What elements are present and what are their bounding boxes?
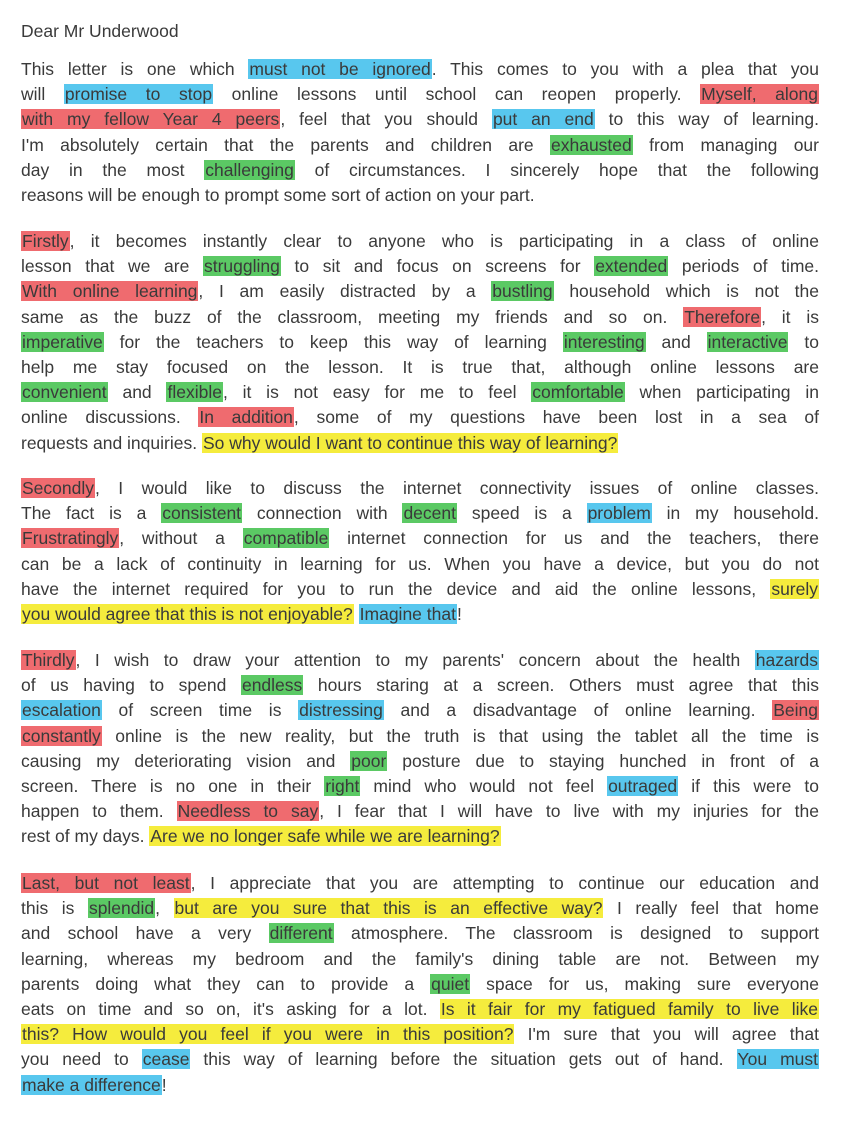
highlight-red: Being: [773, 700, 818, 721]
text-run: speed is a: [457, 503, 587, 524]
highlight-green: splendid: [88, 898, 155, 919]
text-run: atmosphere. The classroom is designed to support: [333, 923, 819, 944]
text-run: , I appreciate that you are attempting to continue our education and: [190, 873, 819, 893]
paragraph-firstly: [21, 229, 819, 456]
highlight-green: imperative: [22, 331, 103, 352]
text-run: if this were to: [678, 776, 819, 797]
text-line: [21, 405, 819, 430]
text-run: causing my deteriorating vision and: [21, 750, 351, 771]
text-run: household which is not the: [553, 281, 819, 302]
text-run: internet connection for us and the teachers, there: [329, 528, 819, 549]
text-run: from managing our: [632, 134, 819, 155]
text-line: [21, 577, 819, 602]
text-line: [21, 1047, 819, 1072]
highlight-red: With online learning: [22, 281, 198, 302]
text-line: [21, 254, 819, 279]
text-run: , I would like to discuss the internet connectivity issues of online classes.: [95, 478, 819, 498]
salutation: Dear Mr Underwood: [21, 21, 179, 41]
highlight-blue: put an end: [492, 109, 594, 130]
highlight-green: compatible: [243, 528, 329, 549]
text-line: [21, 602, 819, 627]
text-run: same as the buzz of the classroom, meeting my friends and so on.: [21, 306, 684, 327]
highlight-blue: problem: [587, 503, 651, 524]
text-run: of circumstances. I sincerely hope that the following: [294, 159, 819, 180]
highlight-blue: hazards: [755, 650, 818, 670]
text-line: [21, 552, 819, 577]
text-run: , it is: [761, 306, 819, 327]
text-line: [21, 1073, 819, 1098]
highlight-yellow: Are we no longer safe while we are learning?: [150, 826, 500, 847]
text-line: [21, 380, 819, 405]
text-run: , I wish to draw your attention to my parents' concern about the health: [75, 650, 755, 670]
text-line: [21, 896, 819, 921]
highlight-yellow: Is it fair for my fatigued family to live like: [440, 999, 818, 1020]
paragraph-intro: [21, 57, 819, 208]
highlight-yellow: you would agree that this is not enjoyable?: [22, 604, 353, 625]
text-line: [21, 972, 819, 997]
highlight-red: Needless to say: [177, 801, 319, 822]
highlight-green: quiet: [431, 973, 470, 994]
highlight-green: struggling: [203, 256, 280, 277]
text-line: [21, 1022, 819, 1047]
text-run: , some of my questions have been lost in a sea of: [293, 407, 819, 428]
text-run: to this way of learning.: [594, 109, 820, 130]
text-run: , it becomes instantly clear to anyone who is participating in a class of online: [69, 231, 819, 251]
highlight-yellow: but are you sure that this is an effective way?: [174, 898, 603, 919]
text-line: [21, 947, 819, 972]
text-run: [354, 604, 359, 624]
text-line: [21, 279, 819, 304]
highlight-blue: distressing: [299, 700, 383, 721]
text-run: online discussions.: [21, 407, 199, 428]
highlight-red: Therefore: [684, 306, 761, 327]
text-line: [21, 724, 819, 749]
highlight-green: endless: [241, 675, 303, 696]
text-line: [21, 698, 819, 723]
highlight-green: poor: [351, 750, 387, 771]
text-line: [21, 824, 819, 849]
text-line: [21, 673, 819, 698]
text-run: space for us, making sure everyone: [470, 973, 819, 994]
paragraph-thirdly: [21, 648, 819, 850]
text-line: [21, 921, 819, 946]
text-run: . This comes to you with a plea that you: [431, 59, 820, 79]
text-run: day in the most: [21, 159, 205, 180]
text-run: I really feel that home: [603, 898, 819, 919]
text-run: I'm absolutely certain that the parents and children are: [21, 134, 550, 155]
highlight-yellow: So why would I want to continue this way of learning?: [202, 432, 618, 453]
highlight-green: decent: [403, 503, 456, 524]
highlight-green: convenient: [22, 382, 107, 403]
text-run: periods of time.: [668, 256, 820, 277]
text-run: mind who would not feel: [360, 776, 608, 797]
text-line: [21, 133, 819, 158]
text-run: can be a lack of continuity in learning for us. When you have a device, but you do not: [21, 553, 819, 574]
highlight-red: constantly: [22, 725, 101, 746]
text-run: happen to them.: [21, 801, 177, 822]
highlight-red: Firstly: [22, 231, 69, 251]
text-run: !: [161, 1074, 167, 1095]
text-line: [21, 229, 819, 254]
highlight-red: Secondly: [22, 478, 94, 498]
highlight-red: Thirdly: [22, 650, 75, 670]
paragraph-secondly: [21, 476, 819, 627]
text-line: [21, 57, 819, 82]
highlight-green: extended: [595, 256, 668, 277]
highlight-green: bustling: [492, 281, 553, 302]
text-run: reasons will be enough to prompt some sort of action on your part.: [21, 185, 535, 206]
highlight-red: Last, but not least: [22, 873, 190, 893]
text-run: online is the new reality, but the truth is that using the tablet all the time is: [101, 725, 819, 746]
highlight-red: In addition: [199, 407, 293, 428]
text-run: ,: [155, 898, 174, 919]
text-run: rest of my days.: [21, 826, 150, 847]
highlight-red: Frustratingly: [22, 528, 119, 549]
highlight-blue: promise to stop: [64, 84, 213, 105]
highlight-green: interesting: [563, 331, 645, 352]
text-run: to sit and focus on screens for: [280, 256, 595, 277]
text-line: [21, 501, 819, 526]
highlight-red: Myself, along: [701, 84, 819, 105]
text-line: [21, 749, 819, 774]
text-line: [21, 158, 819, 183]
text-run: parents doing what they can to provide a: [21, 973, 431, 994]
text-run: have the internet required for you to run the device and aid the online lessons,: [21, 578, 771, 599]
highlight-yellow: this? How would you feel if you were in this position?: [22, 1024, 514, 1045]
highlight-green: challenging: [205, 159, 294, 180]
text-run: eats on time and so on, it's asking for a lot.: [21, 999, 440, 1020]
text-run: This letter is one which: [21, 59, 249, 79]
text-line: [21, 82, 819, 107]
text-run: lesson that we are: [21, 256, 203, 277]
text-line: [21, 431, 819, 456]
text-line: [21, 774, 819, 799]
text-run: and a disadvantage of online learning.: [383, 700, 773, 721]
text-line: [21, 526, 819, 551]
text-run: for the teachers to keep this way of learning: [103, 331, 563, 352]
text-line: [21, 997, 819, 1022]
highlight-green: different: [269, 923, 333, 944]
text-run: to: [788, 331, 819, 352]
text-line: [21, 183, 819, 208]
text-line: [21, 871, 819, 896]
text-run: , I am easily distracted by a: [198, 281, 492, 302]
text-run: The fact is a: [21, 503, 162, 524]
text-run: I'm sure that you will agree that: [514, 1024, 819, 1045]
text-run: in my household.: [651, 503, 820, 524]
highlight-blue: escalation: [22, 700, 101, 721]
highlight-green: exhausted: [551, 134, 632, 155]
text-run: , without a: [119, 528, 243, 549]
highlight-blue: Imagine that: [359, 604, 456, 625]
highlight-green: interactive: [707, 331, 788, 352]
highlight-blue: cease: [142, 1049, 190, 1070]
highlight-yellow: surely: [771, 578, 818, 599]
text-run: you need to: [21, 1049, 142, 1070]
highlight-blue: must not be ignored: [249, 59, 431, 79]
paragraph-lastly: [21, 871, 819, 1098]
text-run: hours staring at a screen. Others must agree that this: [303, 675, 820, 696]
text-run: , it is not easy for me to feel: [222, 382, 532, 403]
highlight-green: comfortable: [532, 382, 624, 403]
text-run: this is: [21, 898, 88, 919]
text-run: , feel that you should: [280, 109, 492, 130]
text-line: [21, 305, 819, 330]
highlight-green: consistent: [162, 503, 242, 524]
text-run: and: [107, 382, 167, 403]
text-run: and school have a very: [21, 923, 269, 944]
text-run: online lessons until school can reopen properly.: [213, 84, 701, 105]
text-run: !: [456, 604, 462, 625]
text-line: [21, 648, 819, 673]
text-run: , I fear that I will have to live with my injuries for the: [319, 801, 819, 822]
text-run: requests and inquiries.: [21, 432, 202, 453]
highlight-red: with my fellow Year 4 peers: [22, 109, 280, 130]
highlight-blue: make a difference: [22, 1074, 161, 1095]
text-run: when participating in: [624, 382, 819, 403]
text-run: screen. There is no one in their: [21, 776, 325, 797]
text-run: of us having to spend: [21, 675, 241, 696]
highlight-blue: You must: [737, 1049, 818, 1070]
text-run: this way of learning before the situation gets out of hand.: [190, 1049, 737, 1070]
text-line: [21, 107, 819, 132]
highlight-green: right: [325, 776, 360, 797]
text-line: [21, 799, 819, 824]
text-line: [21, 355, 819, 380]
text-run: and: [645, 331, 707, 352]
text-line: [21, 330, 819, 355]
text-run: learning, whereas my bedroom and the family's dining table are not. Between my: [21, 948, 819, 969]
highlight-blue: outraged: [608, 776, 678, 797]
text-run: will: [21, 84, 64, 105]
text-run: help me stay focused on the lesson. It is true that, although online lessons are: [21, 357, 819, 378]
text-line: [21, 476, 819, 501]
highlight-green: flexible: [167, 382, 222, 403]
text-run: posture due to staying hunched in front of a: [387, 750, 819, 771]
text-run: of screen time is: [101, 700, 299, 721]
text-run: connection with: [242, 503, 403, 524]
